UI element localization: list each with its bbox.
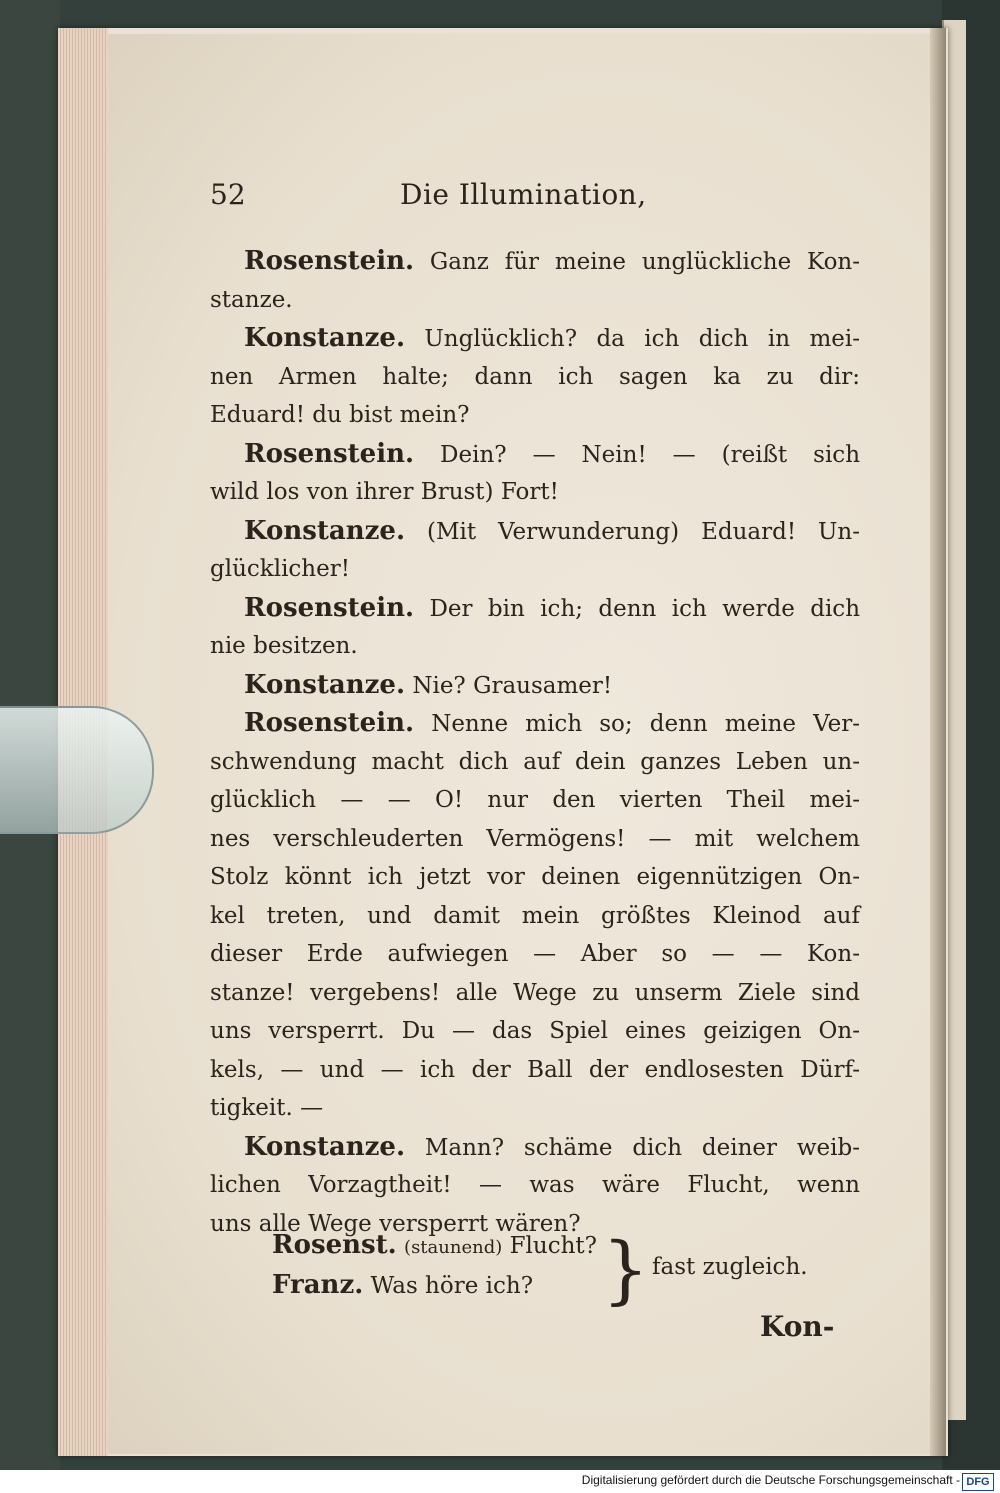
page-holder-clip bbox=[0, 706, 154, 834]
text-line bbox=[210, 473, 860, 512]
text-line bbox=[210, 1089, 860, 1128]
chorus-line-1 bbox=[272, 1230, 597, 1270]
speaker-name: Franz. bbox=[272, 1270, 364, 1300]
dfg-logo: DFG bbox=[962, 1473, 994, 1491]
chorus-block bbox=[272, 1227, 872, 1320]
speaker-name: Rosenstein. bbox=[244, 708, 415, 738]
line-text: wild los von ihrer Brust) Fort! bbox=[210, 479, 559, 505]
text-line bbox=[210, 358, 860, 397]
line-text: Flucht? bbox=[509, 1233, 597, 1259]
line-text: Nie? Grausamer! bbox=[412, 672, 613, 699]
text-line bbox=[210, 550, 860, 589]
line-text: nes verschleuderten Vermögens! — mit welchem bbox=[210, 825, 860, 852]
text-line bbox=[210, 319, 860, 358]
line-text: nie besitzen. bbox=[210, 633, 358, 659]
text-line bbox=[210, 897, 860, 936]
speaker-name: Konstanze. bbox=[244, 669, 406, 700]
text-line bbox=[210, 781, 860, 820]
text-line bbox=[210, 281, 860, 320]
line-text: dieser Erde aufwiegen — Aber so — — Kon- bbox=[210, 941, 860, 967]
line-text: Stolz könnt ich jetzt vor deinen eigennützigen On- bbox=[210, 864, 860, 890]
running-head bbox=[210, 178, 830, 218]
funding-credit: Digitalisierung gefördert durch die Deutsche Forschungsgemeinschaft - bbox=[581, 1473, 960, 1487]
line-text: schwendung macht dich auf dein ganzes Leben un- bbox=[210, 748, 860, 775]
speaker-name: Konstanze. bbox=[244, 1131, 406, 1162]
text-line bbox=[210, 858, 860, 897]
line-text: kels, — und — ich der Ball der endlosesten Dürf- bbox=[210, 1056, 860, 1083]
stage-direction-together: fast zugleich. bbox=[652, 1254, 808, 1280]
line-text: nen Armen halte; dann ich sagen ka zu dir: bbox=[210, 363, 860, 390]
text-line bbox=[210, 242, 860, 281]
line-text: stanze! vergebens! alle Wege zu unserm Ziele sind bbox=[210, 979, 860, 1006]
text-line bbox=[210, 1166, 860, 1205]
speaker-name: Rosenstein. bbox=[244, 592, 415, 623]
chorus-line-2 bbox=[272, 1270, 533, 1310]
stage-direction: (staunend) bbox=[404, 1237, 503, 1258]
catchword: Kon- bbox=[760, 1310, 835, 1343]
line-text: Was höre ich? bbox=[370, 1273, 534, 1299]
play-text bbox=[210, 242, 860, 1243]
speaker-name: Rosenstein. bbox=[244, 438, 415, 469]
footer-bar bbox=[0, 1470, 1000, 1493]
line-text: Eduard! du bist mein? bbox=[210, 402, 470, 428]
text-line bbox=[210, 589, 860, 628]
speaker-name: Konstanze. bbox=[244, 515, 406, 546]
line-text: kel treten, und damit mein größtes Kleinod auf bbox=[210, 902, 860, 929]
speaker-name: Rosenst. bbox=[272, 1230, 397, 1260]
curly-brace: } bbox=[602, 1227, 650, 1313]
line-text: Mann? schäme dich deiner weib- bbox=[424, 1134, 860, 1161]
text-line bbox=[210, 1128, 860, 1167]
line-text: tigkeit. — bbox=[210, 1095, 324, 1121]
line-text: glücklicher! bbox=[210, 556, 350, 582]
text-line bbox=[210, 627, 860, 666]
line-text: uns versperrt. Du — das Spiel eines geizigen On- bbox=[210, 1018, 860, 1044]
running-title: Die Illumination, bbox=[400, 178, 647, 211]
text-line bbox=[210, 820, 860, 859]
line-text: lichen Vorzagtheit! — was wäre Flucht, wenn bbox=[210, 1172, 860, 1198]
line-text: Dein? — Nein! — (reißt sich bbox=[440, 441, 861, 468]
text-line bbox=[210, 512, 860, 551]
text-line bbox=[210, 396, 860, 435]
line-text: Unglücklich? da ich dich in mei- bbox=[424, 326, 860, 352]
line-text: Der bin ich; denn ich werde dich bbox=[429, 595, 861, 622]
line-text: stanze. bbox=[210, 286, 293, 313]
line-text: Ganz für meine unglückliche Kon- bbox=[429, 249, 860, 275]
line-text: glücklich — — O! nur den vierten Theil mei- bbox=[210, 787, 860, 813]
line-text: Nenne mich so; denn meine Ver- bbox=[431, 711, 861, 737]
page-number: 52 bbox=[210, 178, 246, 211]
text-line bbox=[210, 1051, 860, 1090]
text-line bbox=[210, 935, 860, 974]
text-line bbox=[210, 1012, 860, 1051]
line-text: (Mit Verwunderung) Eduard! Un- bbox=[426, 518, 860, 545]
speaker-name: Rosenstein. bbox=[244, 246, 415, 276]
page-gutter bbox=[930, 28, 946, 1456]
speaker-name: Konstanze. bbox=[244, 323, 406, 353]
text-line bbox=[210, 974, 860, 1013]
text-line bbox=[210, 435, 860, 474]
text-line bbox=[210, 704, 860, 743]
text-line bbox=[210, 666, 860, 705]
text-line bbox=[210, 743, 860, 782]
line-text: uns alle Wege versperrt wären? bbox=[210, 1210, 581, 1237]
